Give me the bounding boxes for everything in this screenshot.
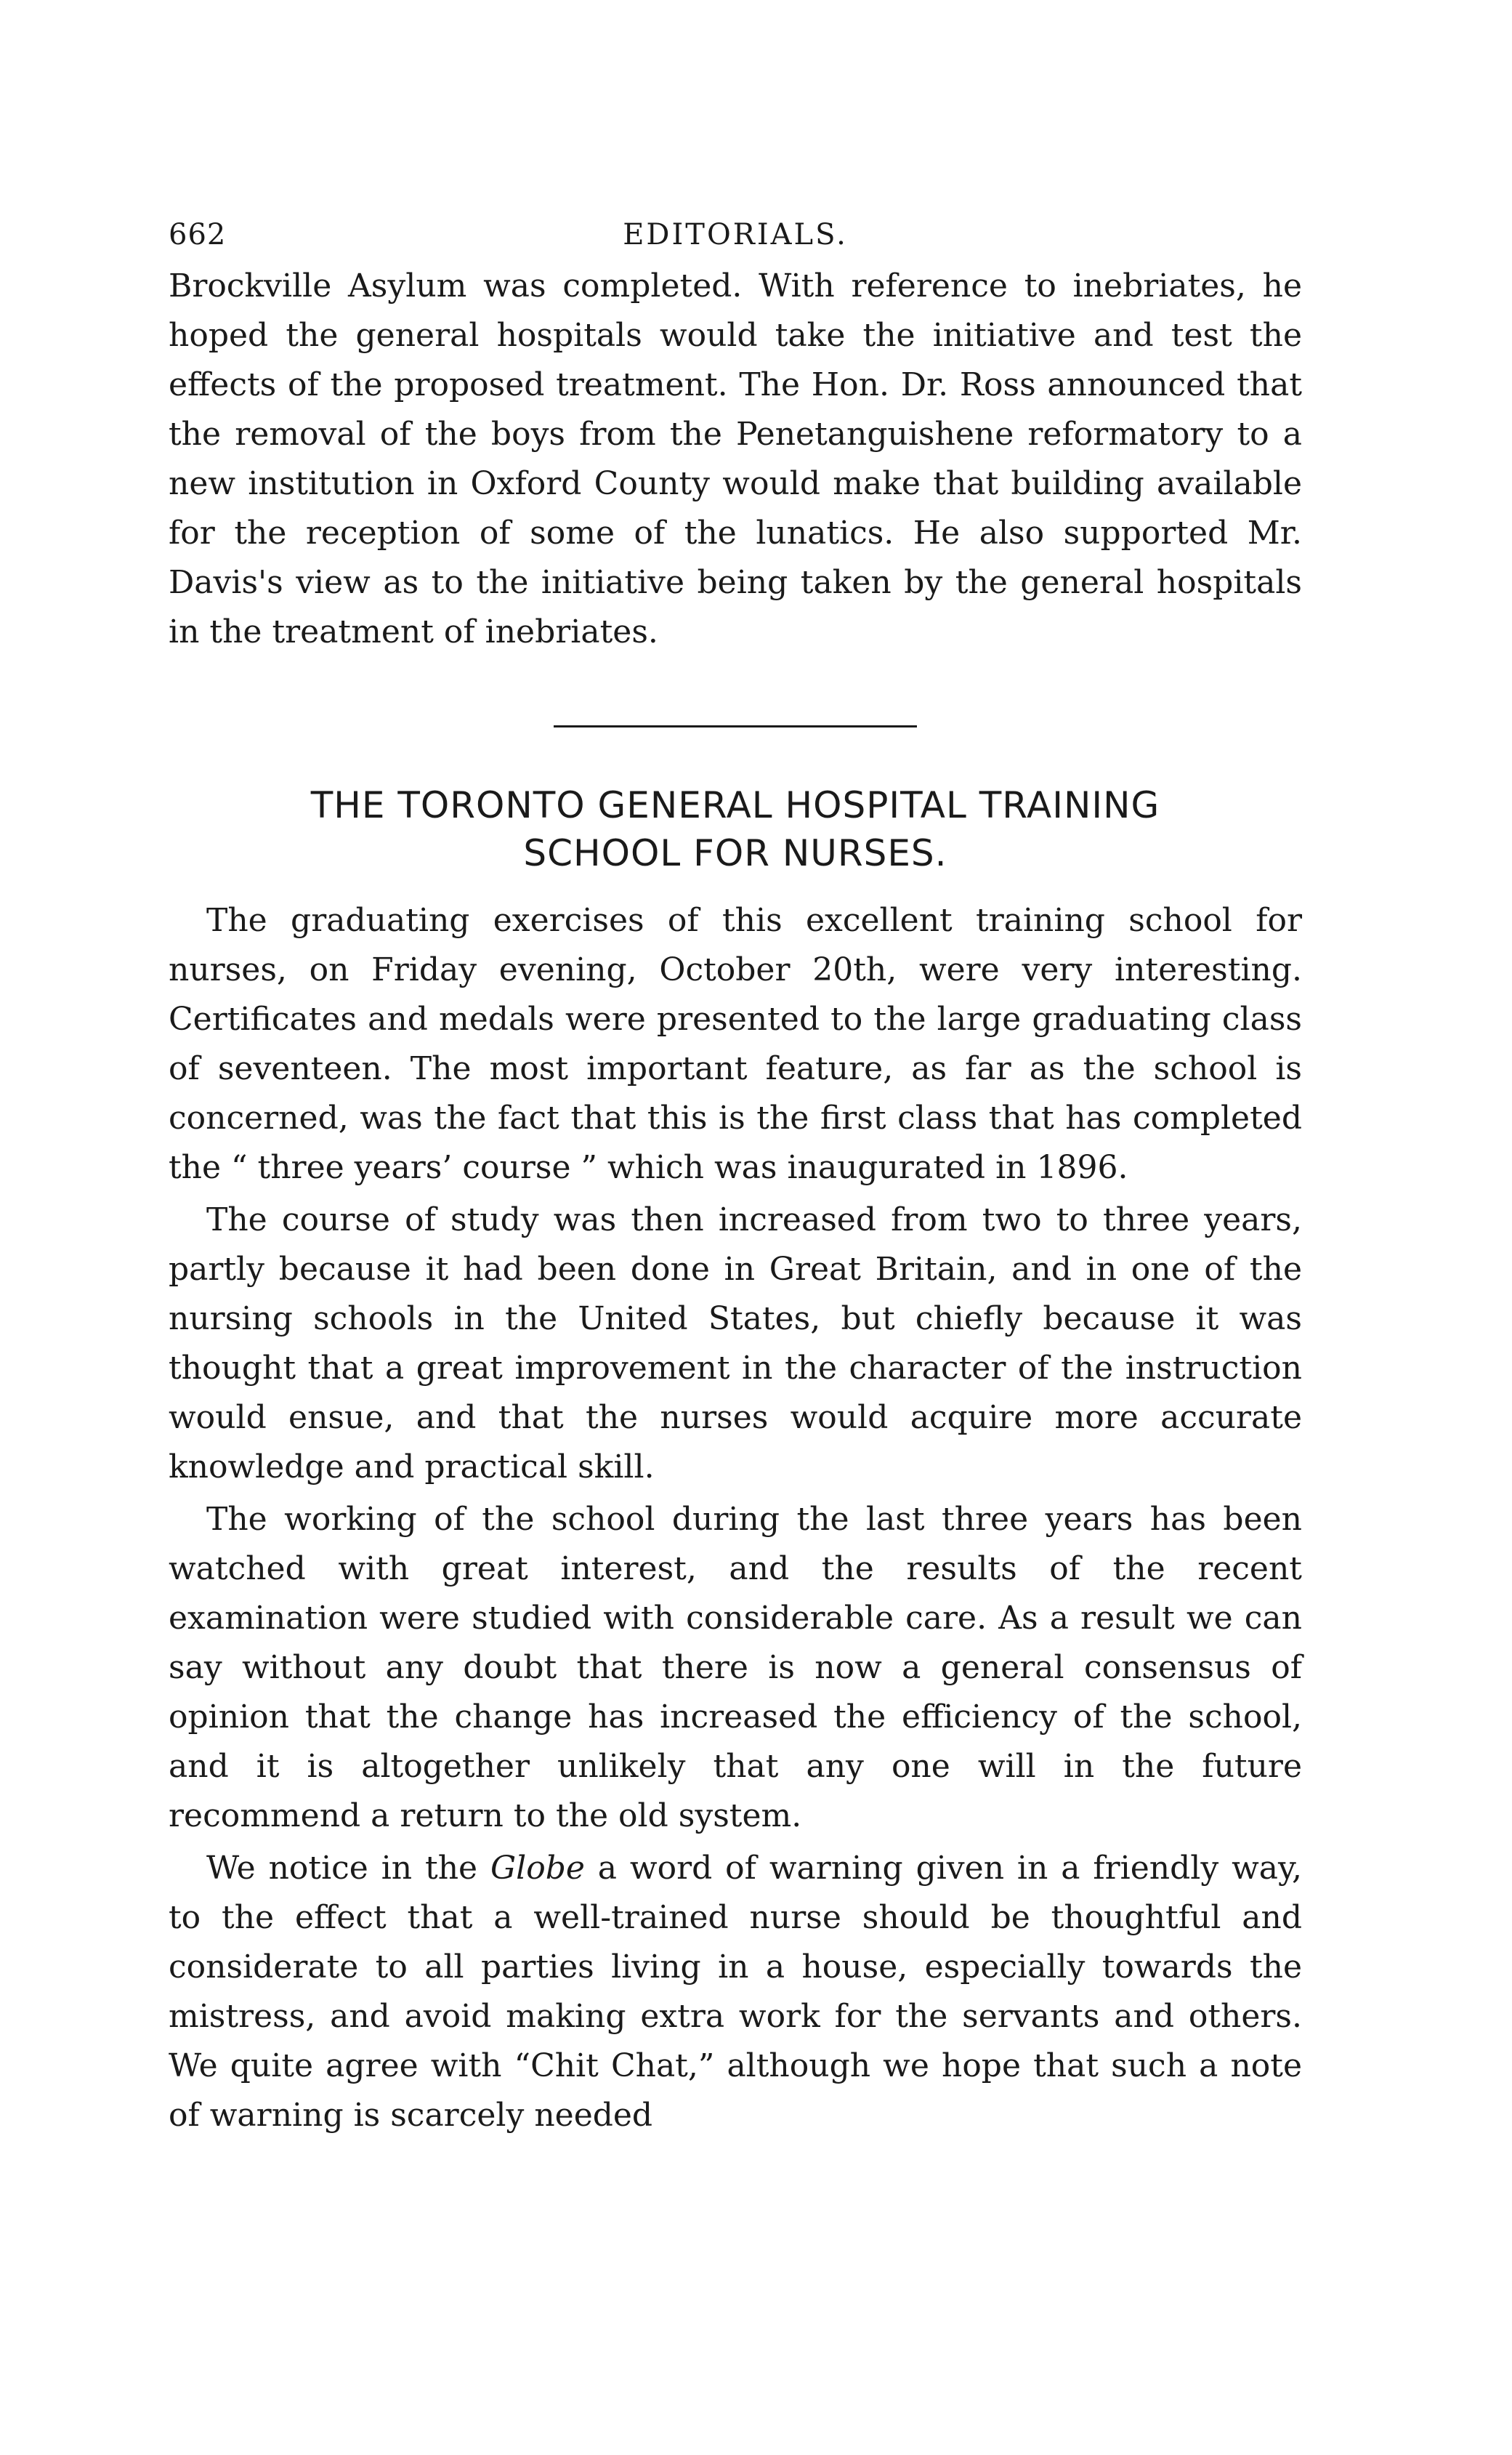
running-head (169, 218, 1302, 262)
paragraph-4-rest: a word of warning given in a friendly way, to the effect that a well-trained nurse should be thoughtful and considerate to all parties living in a house, especially towards the mistress, and avoid making extra work for the servants and others. We quite agree with “Chit Chat,” although we hope that such a note of warning is scarcely needed (169, 1850, 1303, 2134)
article-paragraph-2: The course of study was then increased from two to three years, partly because it had been done in Great Britain, and in one of the nursing schools in the United States, but chiefly because it was thought that a great improvement in the character of the instruction would ensue, and that the nurses would acquire more accurate knowledge and practical skill. (169, 1201, 1302, 1486)
page-number: 662 (169, 218, 227, 251)
running-title: EDITORIALS. (623, 218, 848, 251)
article-paragraph-1: The graduating exercises of this excellent training school for nurses, on Friday evening, October 20th, were very interesting. Certificates and medals were presented to the large graduating class of seventeen. The most important feature, as far as the school is concerned, was the fact that this is the first class that has completed the “ three years’ course ” which was inaugurated in 1896. (169, 902, 1302, 1186)
article-title-line-1: THE TORONTO GENERAL HOSPITAL TRAINING (310, 784, 1160, 826)
continued-paragraph: Brockville Asylum was completed. With reference to inebriates, he hoped the general hospitals would take the initiative and test the effects of the proposed treatment. The Hon. Dr. Ross announced that the removal of the boys from the Penetanguishene reformatory to a new institution in Oxford County would make that building available for the reception of some of the lunatics. He also supported Mr. Davis's view as to the initiative being taken by the general hospitals in the treatment of inebriates. (169, 267, 1302, 650)
article-body (169, 896, 1302, 2140)
continued-text (169, 262, 1302, 657)
article-title-line-2: SCHOOL FOR NURSES. (523, 832, 947, 874)
section-divider (554, 725, 917, 727)
article-paragraph-4 (169, 1844, 1302, 2140)
book-page (169, 218, 1302, 2140)
article-title (169, 781, 1302, 877)
newspaper-title: Globe (490, 1850, 585, 1887)
paragraph-4-lead: We notice in the (206, 1850, 490, 1887)
article-paragraph-3: The working of the school during the last three years has been watched with great interest, and the results of the recent examination were studied with considerable care. As a result we can say without any doubt that there is now a general consensus of opinion that the change has increased the efficiency of the school, and it is altogether unlikely that any one will in the future recommend a return to the old system. (169, 1501, 1302, 1834)
